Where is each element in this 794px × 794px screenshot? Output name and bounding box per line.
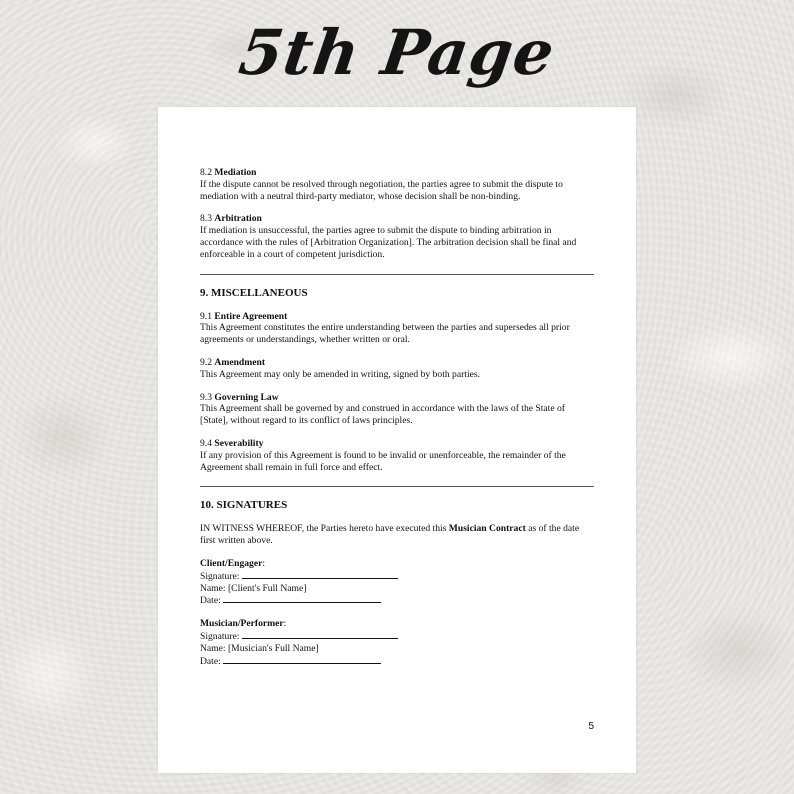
clause-heading — [200, 438, 594, 450]
clause-body: If the dispute cannot be resolved through negotiation, the parties agree to submit the dispute to mediation with a neutral third-party mediator, whose decision shall be non-binding. — [200, 178, 563, 202]
clause-heading — [200, 167, 594, 179]
date-label: Date: — [200, 595, 224, 607]
name-row: Name: [Musician's Full Name] — [200, 642, 319, 654]
section-title-signatures: 10. SIGNATURES — [200, 499, 288, 512]
clause-governing-law — [200, 392, 594, 427]
clause-heading — [200, 213, 594, 225]
clause-title: Mediation — [214, 167, 257, 178]
date-label: Date: — [200, 655, 224, 667]
section-divider — [200, 274, 594, 275]
clause-arbitration — [200, 213, 594, 260]
signature-block-client — [200, 558, 594, 607]
clause-title: Arbitration — [214, 213, 262, 225]
clause-body: If mediation is unsuccessful, the parties agree to submit the dispute to binding arbitration in accordance with the rules of [Arbitration Organization]. The arbitration decision shall be final and enforceable in a court of competent jurisdiction. — [200, 225, 577, 260]
signature-label: Signature: — [200, 570, 242, 582]
clause-mediation — [200, 167, 594, 202]
document-content — [200, 167, 594, 678]
clause-amendment — [200, 357, 594, 381]
clause-title: Amendment — [214, 356, 266, 368]
witness-statement — [200, 523, 594, 547]
section-divider — [200, 486, 594, 487]
date-line — [223, 594, 381, 603]
clause-entire-agreement — [200, 311, 594, 346]
clause-body: This Agreement may only be amended in writing, signed by both parties. — [200, 368, 481, 380]
clause-title: Entire Agreement — [214, 310, 288, 322]
witness-text: IN WITNESS WHEREOF, the Parties hereto have executed this — [200, 523, 449, 535]
clause-body: If any provision of this Agreement is found to be invalid or unenforceable, the remainder of the Agreement shall remain in full force and effect. — [200, 449, 566, 473]
clause-number: 9.1 — [200, 310, 212, 322]
contract-name: Musician Contract — [448, 523, 526, 535]
date-row — [200, 594, 594, 607]
clause-body: This Agreement shall be governed by and construed in accordance with the laws of the State of [State], without regard to its conflict of laws principles. — [200, 403, 565, 427]
witness-text-end: as of the date first written above. — [200, 523, 580, 547]
date-row — [200, 655, 594, 668]
section-title-miscellaneous: 9. MISCELLANEOUS — [200, 286, 308, 299]
clause-heading — [200, 311, 594, 323]
date-line — [223, 655, 381, 664]
clause-number: 9.2 — [200, 356, 212, 368]
signatory-role: Musician/Performer — [200, 618, 284, 630]
clause-title: Severability — [214, 437, 264, 449]
clause-severability — [200, 438, 594, 473]
document-page — [158, 107, 636, 773]
name-row: Name: [Client's Full Name] — [200, 582, 307, 594]
clause-number: 9.4 — [200, 437, 212, 449]
clause-title: Governing Law — [214, 391, 279, 403]
signature-row — [200, 630, 594, 643]
clause-number: 8.3 — [200, 213, 212, 225]
page-heading: 5th Page — [234, 16, 560, 89]
signatory-label: Musician/Performer: — [200, 618, 287, 630]
clause-body: This Agreement constitutes the entire understanding between the parties and supersedes all prior agreements or understandings, whether written or oral. — [200, 322, 570, 346]
page-number: 5 — [588, 721, 594, 732]
signature-row — [200, 570, 594, 583]
signature-line — [242, 630, 398, 639]
signatory-role: Client/Engager — [200, 557, 263, 569]
signature-line — [242, 570, 398, 579]
clause-number: 9.3 — [200, 391, 212, 403]
signature-label: Signature: — [200, 630, 242, 642]
signatory-label: Client/Engager: — [200, 557, 266, 569]
clause-number: 8.2 — [200, 167, 212, 178]
clause-heading — [200, 357, 594, 369]
signature-block-musician — [200, 618, 594, 667]
clause-heading — [200, 392, 594, 404]
